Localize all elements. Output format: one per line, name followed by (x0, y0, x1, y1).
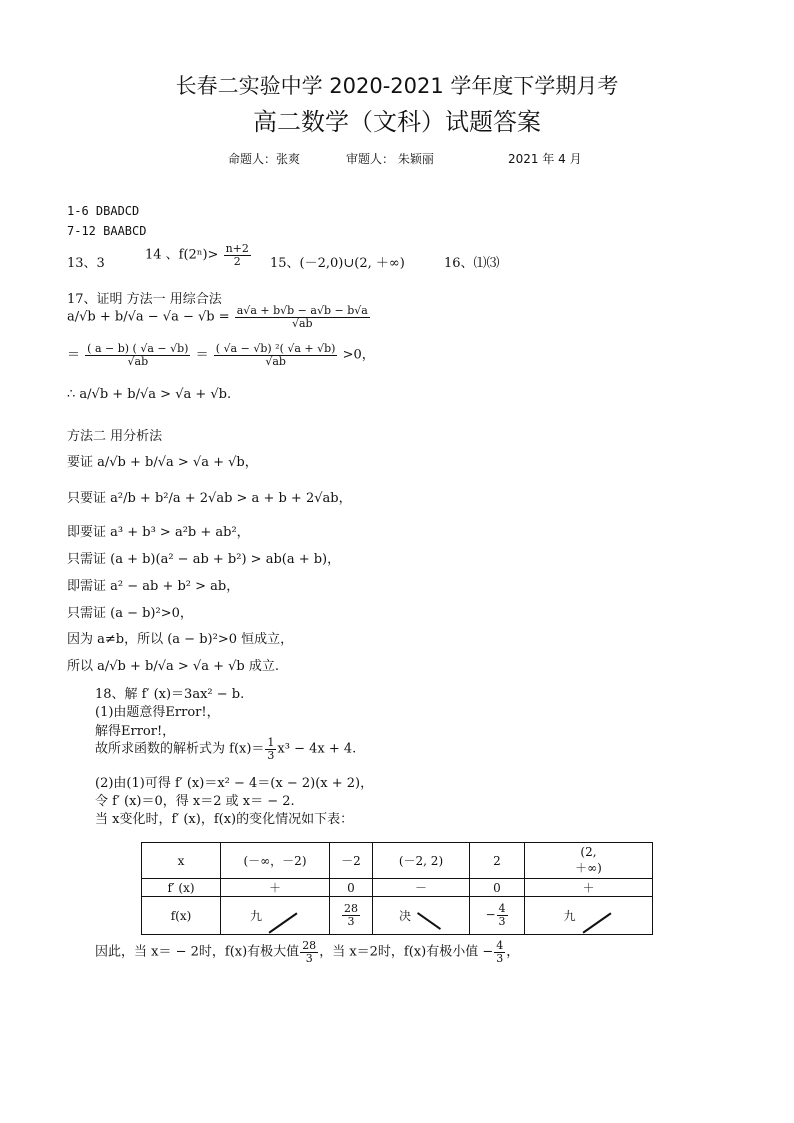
q18-max-fraction (300, 940, 318, 964)
answer-14-fraction (224, 243, 251, 267)
q18-l4-suffix: x³ − 4x + 4. (277, 741, 357, 757)
q17-m1-l2-fraction2 (214, 343, 338, 367)
q17-m1-l2-num2: ( √a − √b) ²( √a + √b) (215, 342, 336, 355)
school-title: 长春二实验中学 2020-2021 学年度下学期月考 (175, 74, 619, 98)
table-cell-max (330, 897, 373, 935)
table-cell: 0 (330, 879, 373, 897)
answer-14 (145, 243, 252, 267)
max-den: 3 (347, 915, 355, 928)
q17-heading: 17、证明 方法一 用综合法 (67, 292, 222, 307)
table-cell: ＋ (525, 879, 653, 897)
answer-15: 15、(－2,0)∪(2, ＋∞) (270, 256, 405, 271)
min-value-fraction (497, 903, 508, 927)
min-num: 4 (498, 902, 506, 916)
q18-l4-fraction (265, 737, 276, 761)
q17-method2-line8: 所以 a/√b + b/√a > √a + √b 成立. (67, 659, 279, 674)
q17-m1-l2-num1: ( a − b) ( √a − √b) (87, 342, 189, 355)
q18-conclusion-a: 因此，当 x＝ − 2时，f(x)有极大值 (95, 944, 300, 960)
decreasing-label: 决 (398, 909, 411, 923)
q17-m1-l1-den: √ab (291, 316, 313, 330)
table-cell: x (142, 843, 221, 879)
date: 2021 年 4 月 (508, 152, 582, 166)
q18-max-num: 28 (302, 939, 317, 952)
q18-line3: 解得Error!， (95, 724, 176, 739)
q17-method2-line3: 即要证 a³ + b³ > a²b + ab²， (67, 525, 250, 540)
q17-m1-l1-lhs: a/√b + b/√a − √a − √b = (67, 309, 230, 325)
table-cell: － (373, 879, 470, 897)
arrow-up-icon (269, 912, 298, 933)
table-cell: (－∞，－2) (221, 843, 330, 879)
q17-method2-line7: 因为 a≠b，所以 (a − b)²>0 恒成立， (67, 632, 294, 647)
arrow-up-icon (582, 912, 611, 933)
q17-method1-line1 (67, 305, 371, 329)
q17-m1-l1-fraction (235, 305, 370, 329)
table-cell-min (470, 897, 525, 935)
q17-method2-line6: 只需证 (a − b)²>0， (67, 606, 193, 621)
answer-13: 13、3 (67, 256, 105, 271)
q17-method1-line2: ＝ $\frac{( a - b) ( √a - √b)}{√ab}$ ＝ $\frac{\text{( √a − √b) ²( √a + √b)}}{√ab}$ >0， (67, 342, 375, 368)
max-num: 28 (344, 902, 358, 916)
q17-method2-line4: 只需证 (a + b)(a² − ab + b²) > ab(a + b)， (67, 552, 341, 567)
q18-l4-prefix: 故所求函数的解析式为 f(x)＝ (95, 741, 265, 757)
table-row (142, 879, 653, 897)
q17-method2-heading: 方法二 用分析法 (67, 429, 163, 444)
subject-title: 高二数学（文科）试题答案 (253, 108, 541, 136)
author: 命题人：张爽 (228, 152, 301, 166)
q18-l4-num: 1 (267, 736, 275, 749)
table-cell: 2 (470, 843, 525, 879)
q18-max-den: 3 (305, 951, 313, 965)
table-cell: (－2, 2) (373, 843, 470, 879)
q17-method2-line2: 只要证 a²/b + b²/a + 2√ab > a + b + 2√ab， (67, 491, 352, 506)
mc-answers-1: 1-6 DBADCD (67, 204, 140, 218)
q17-m1-l2-fraction1 (85, 343, 190, 367)
q17-m1-l1-num: a√a + b√b − a√b − b√a (236, 304, 368, 317)
increasing-label: 九 (563, 909, 576, 923)
table-cell-decreasing (373, 897, 470, 935)
increasing-label: 九 (249, 909, 262, 923)
arrow-down-icon (417, 912, 441, 930)
q17-method1-conclusion: ∴ a/√b + b/√a > √a + √b. (67, 387, 232, 402)
answer-14-prefix: 14 、f(2ⁿ)> (145, 247, 219, 263)
reviewer: 审题人： 朱颖丽 (346, 152, 434, 166)
min-den: 3 (498, 915, 506, 928)
q17-method2-line1: 要证 a/√b + b/√a > √a + √b， (67, 455, 258, 470)
mc-answers-2: 7-12 BAABCD (67, 224, 147, 238)
table-cell: －2 (330, 843, 373, 879)
q18-line2: (1)由题意得Error!， (95, 705, 220, 720)
q18-conclusion-c: ， (506, 944, 520, 960)
q18-line6: 令 f′ (x)＝0，得 x＝2 或 x＝ − 2. (95, 794, 295, 809)
q17-m1-l2-den2: √ab (265, 354, 286, 368)
variation-table (141, 842, 653, 935)
min-sign: − (485, 908, 496, 922)
q18-min-fraction (494, 940, 505, 964)
q17-m1-l2-tail: >0， (342, 347, 375, 363)
max-value-fraction (342, 903, 360, 927)
q18-line1: 18、解 f′ (x)＝3ax² − b. (95, 687, 245, 702)
q18-line7: 当 x变化时，f′ (x)，f(x)的变化情况如下表： (95, 812, 354, 827)
q18-line4 (95, 737, 356, 761)
table-row (142, 897, 653, 935)
table-row (142, 843, 653, 879)
table-cell-increasing (221, 897, 330, 935)
q18-conclusion (95, 940, 519, 964)
q18-line5: (2)由(1)可得 f′ (x)＝x² − 4＝(x − 2)(x + 2)， (95, 776, 374, 791)
q18-l4-den: 3 (267, 748, 275, 762)
q17-method2-line5: 即需证 a² − ab + b² > ab， (67, 579, 240, 594)
table-cell: (2, ＋∞) (525, 843, 653, 879)
answer-14-numerator: n+2 (225, 242, 249, 255)
q18-min-num: 4 (496, 939, 504, 952)
answer-16: 16、⑴⑶ (444, 256, 500, 271)
q18-min-den: 3 (496, 951, 504, 965)
q18-conclusion-b: ，当 x＝2时，f(x)有极小值 − (319, 944, 494, 960)
table-cell: ＋ (221, 879, 330, 897)
table-cell: f′ (x) (142, 879, 221, 897)
table-cell: 0 (470, 879, 525, 897)
answer-14-denominator: 2 (233, 254, 241, 268)
q17-m1-l2-den1: √ab (127, 354, 149, 368)
table-cell: f(x) (142, 897, 221, 935)
table-cell-increasing (525, 897, 653, 935)
